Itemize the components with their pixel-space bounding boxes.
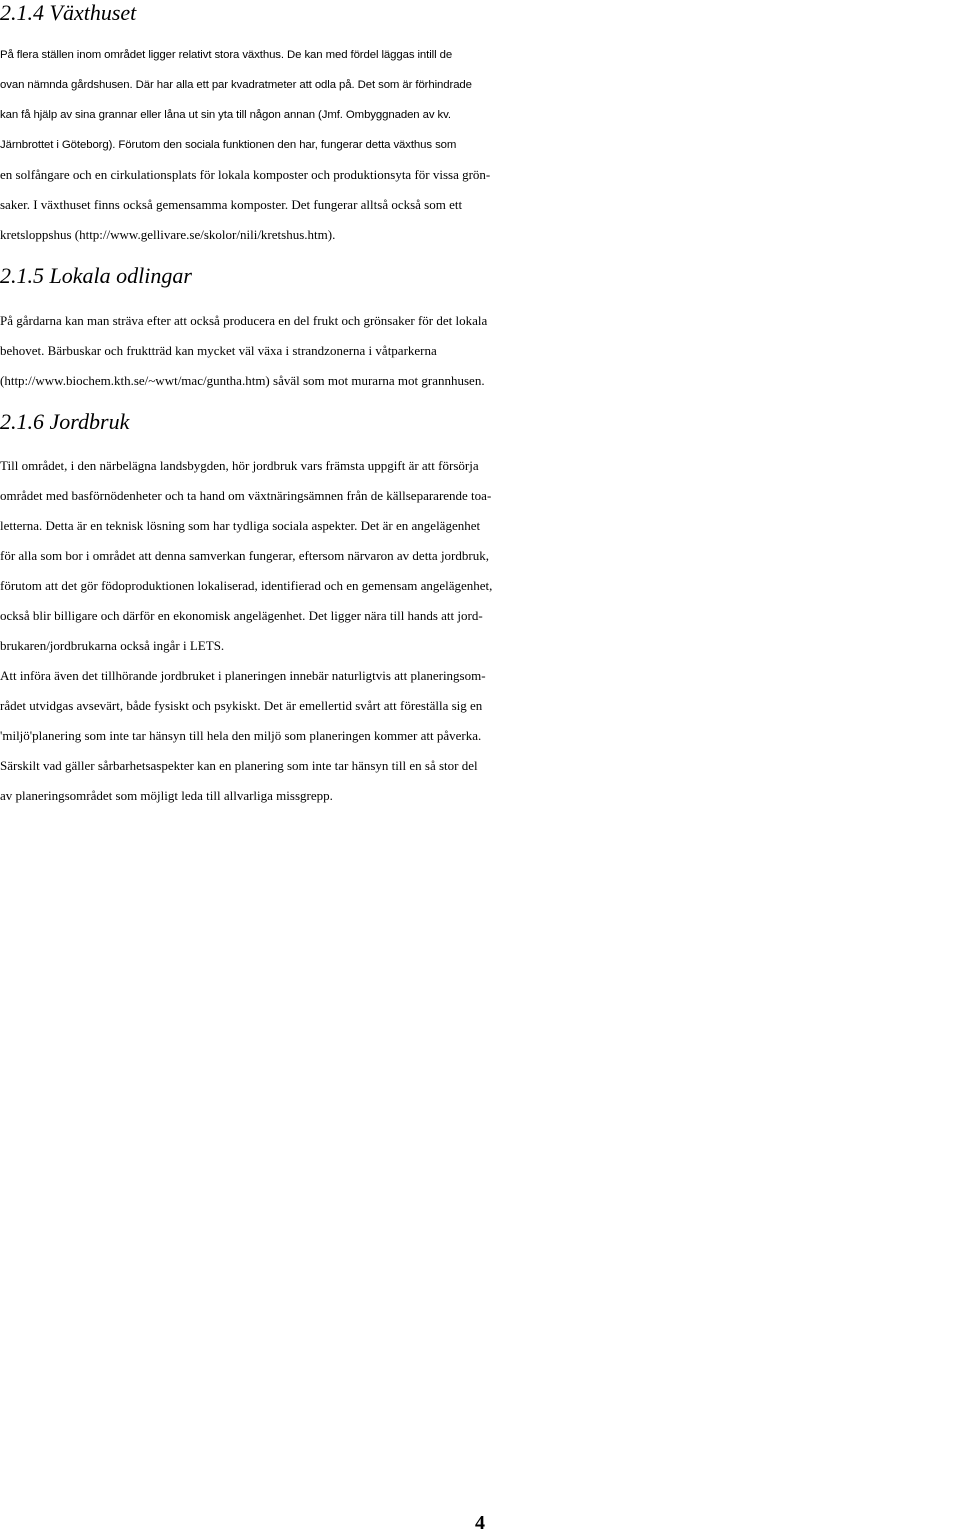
- text-line: 'miljö'planering som inte tar hänsyn till hela den miljö som planeringen kommer att påverka.: [0, 728, 482, 743]
- section-heading-jordbruk: 2.1.6 Jordbruk: [0, 409, 130, 434]
- section-heading-vaxthuset: 2.1.4 Växthuset: [0, 0, 137, 25]
- text-line: kretsloppshus (http://www.gellivare.se/skolor/nili/kretshus.htm).: [0, 227, 336, 242]
- section-heading-lokala-odlingar: 2.1.5 Lokala odlingar: [0, 263, 192, 288]
- text-line: ovan nämnda gårdshusen. Där har alla ett par kvadratmeter att odla på. Det som är förhindrade: [0, 79, 472, 91]
- text-line: (http://www.biochem.kth.se/~wwt/mac/guntha.htm) såväl som mot murarna mot grannhusen.: [0, 373, 485, 388]
- text-line: Att införa även det tillhörande jordbruket i planeringen innebär naturligtvis att planeringsom-: [0, 668, 486, 683]
- text-line: På gårdarna kan man sträva efter att också producera en del frukt och grönsaker för det lokala: [0, 313, 488, 328]
- text-line: Till området, i den närbelägna landsbygden, hör jordbruk vars främsta uppgift är att försörja: [0, 458, 479, 473]
- text-line: Särskilt vad gäller sårbarhetsaspekter kan en planering som inte tar hänsyn till en så stor del: [0, 758, 478, 773]
- text-line: brukaren/jordbrukarna också ingår i LETS.: [0, 638, 225, 653]
- paragraph-jordbruk: [0, 451, 960, 811]
- text-line: behovet. Bärbuskar och fruktträd kan mycket väl växa i strandzonerna i våtparkerna: [0, 343, 437, 358]
- paragraph-vaxthuset-serif: [0, 160, 960, 250]
- text-line: också blir billigare och därför en ekonomisk angelägenhet. Det ligger nära till hands att jord-: [0, 608, 483, 623]
- text-line: en solfångare och en cirkulationsplats för lokala komposter och produktionsyta för vissa grön-: [0, 167, 491, 182]
- text-line: kan få hjälp av sina grannar eller låna ut sin yta till någon annan (Jmf. Ombyggnaden av kv.: [0, 109, 451, 121]
- text-line: rådet utvidgas avsevärt, både fysiskt och psykiskt. Det är emellertid svårt att föreställa sig en: [0, 698, 483, 713]
- paragraph-lokala-odlingar: [0, 306, 960, 396]
- page-number: 4: [475, 1512, 485, 1534]
- paragraph-vaxthuset: [0, 40, 960, 160]
- text-line: av planeringsområdet som möjligt leda till allvarliga missgrepp.: [0, 788, 333, 803]
- text-line: området med basförnödenheter och ta hand om växtnäringsämnen från de källsepararende toa-: [0, 488, 492, 503]
- text-line: saker. I växthuset finns också gemensamma komposter. Det fungerar alltså också som ett: [0, 197, 463, 212]
- text-line: På flera ställen inom området ligger relativt stora växthus. De kan med fördel läggas intill de: [0, 49, 453, 61]
- text-line: Järnbrottet i Göteborg). Förutom den sociala funktionen den har, fungerar detta växthus som: [0, 139, 457, 151]
- text-line: letterna. Detta är en teknisk lösning som har tydliga sociala aspekter. Det är en angelägenhet: [0, 518, 481, 533]
- text-line: förutom att det gör födoproduktionen lokaliserad, identifierad och en gemensam angelägenhet,: [0, 578, 493, 593]
- text-line: för alla som bor i området att denna samverkan fungerar, eftersom närvaron av detta jordbruk,: [0, 548, 489, 563]
